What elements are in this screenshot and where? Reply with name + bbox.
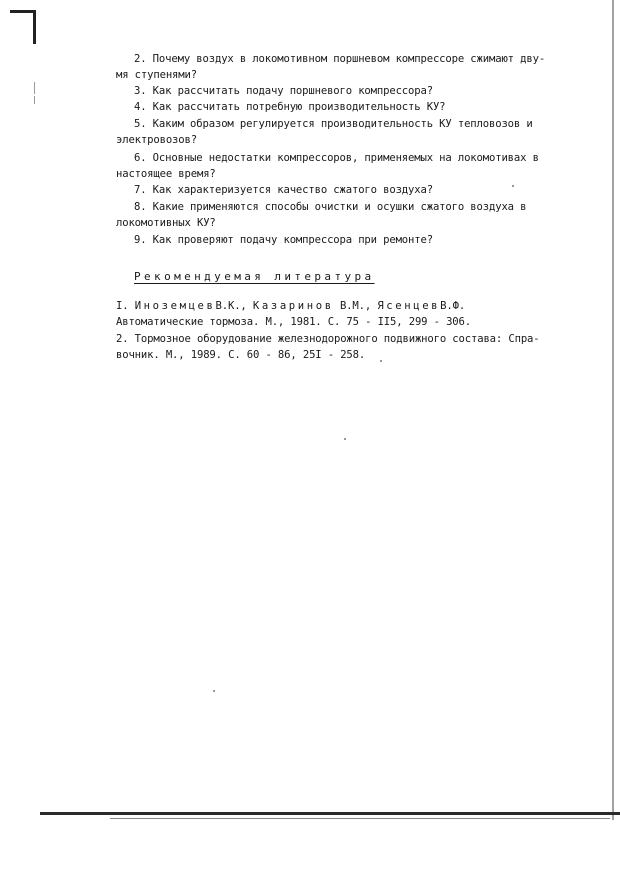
- reference-item: [116, 298, 596, 330]
- question-item: [116, 116, 596, 148]
- question-line: 6. Основные недостатки компрессоров, применяемых на локомотивах в: [134, 152, 539, 164]
- question-item: [116, 150, 596, 182]
- question-line: мя ступенями?: [116, 69, 197, 82]
- question-item: [116, 199, 596, 231]
- page-bottom-shadow: [110, 818, 610, 819]
- question-line: 5. Каким образом регулируется производительность КУ тепловозов и: [134, 118, 533, 130]
- question-line: 2. Почему воздух в локомотивном поршневом компрессоре сжимают дву-: [134, 53, 546, 65]
- question-line: настоящее время?: [116, 168, 216, 181]
- literature-heading: Рекомендуемая литература: [134, 270, 375, 283]
- reference-line: 2. Тормозное оборудование железнодорожного подвижного состава: Спра-: [116, 333, 540, 345]
- author-initials: В.М.,: [339, 300, 372, 312]
- question-line: 9. Как проверяют подачу компрессора при ремонте?: [134, 234, 433, 246]
- author-initials: В.Ф.: [440, 300, 466, 312]
- scan-corner-mark: [10, 10, 38, 44]
- author-surname: Ясенцев: [377, 300, 441, 312]
- question-line: 3. Как рассчитать подачу поршневого компрессора?: [134, 85, 433, 97]
- author-surname: Иноземцев: [134, 300, 216, 312]
- question-line: 4. Как рассчитать потребную производительность КУ?: [134, 101, 446, 113]
- scan-artifact: [34, 96, 35, 104]
- scan-speck: [213, 690, 215, 692]
- author-initials: В.К.,: [215, 300, 247, 312]
- page-edge-shadow: [612, 0, 614, 820]
- reference-line: Автоматические тормоза. М., 1981. С. 75 - II5, 299 - 306.: [116, 316, 471, 329]
- scan-speck: [380, 360, 382, 362]
- scan-speck: [512, 185, 514, 187]
- author-surname: Казаринов: [252, 300, 334, 312]
- question-item: [116, 182, 596, 198]
- question-item: [116, 51, 596, 83]
- reference-line: [116, 298, 596, 314]
- reference-number: I.: [116, 300, 129, 312]
- reference-item: [116, 331, 596, 363]
- scan-speck: [344, 438, 346, 440]
- page-bottom-edge: [40, 812, 620, 815]
- question-item: [116, 99, 596, 115]
- scan-artifact: [34, 82, 35, 94]
- question-line: электровозов?: [116, 134, 197, 147]
- question-item: [116, 232, 596, 248]
- question-line: 8. Какие применяются способы очистки и осушки сжатого воздуха в: [134, 201, 527, 213]
- question-line: локомотивных КУ?: [116, 217, 216, 230]
- question-line: 7. Как характеризуется качество сжатого воздуха?: [134, 184, 433, 196]
- reference-line: вочник. М., 1989. С. 60 - 86, 25I - 258.: [116, 349, 366, 362]
- question-item: [116, 83, 596, 99]
